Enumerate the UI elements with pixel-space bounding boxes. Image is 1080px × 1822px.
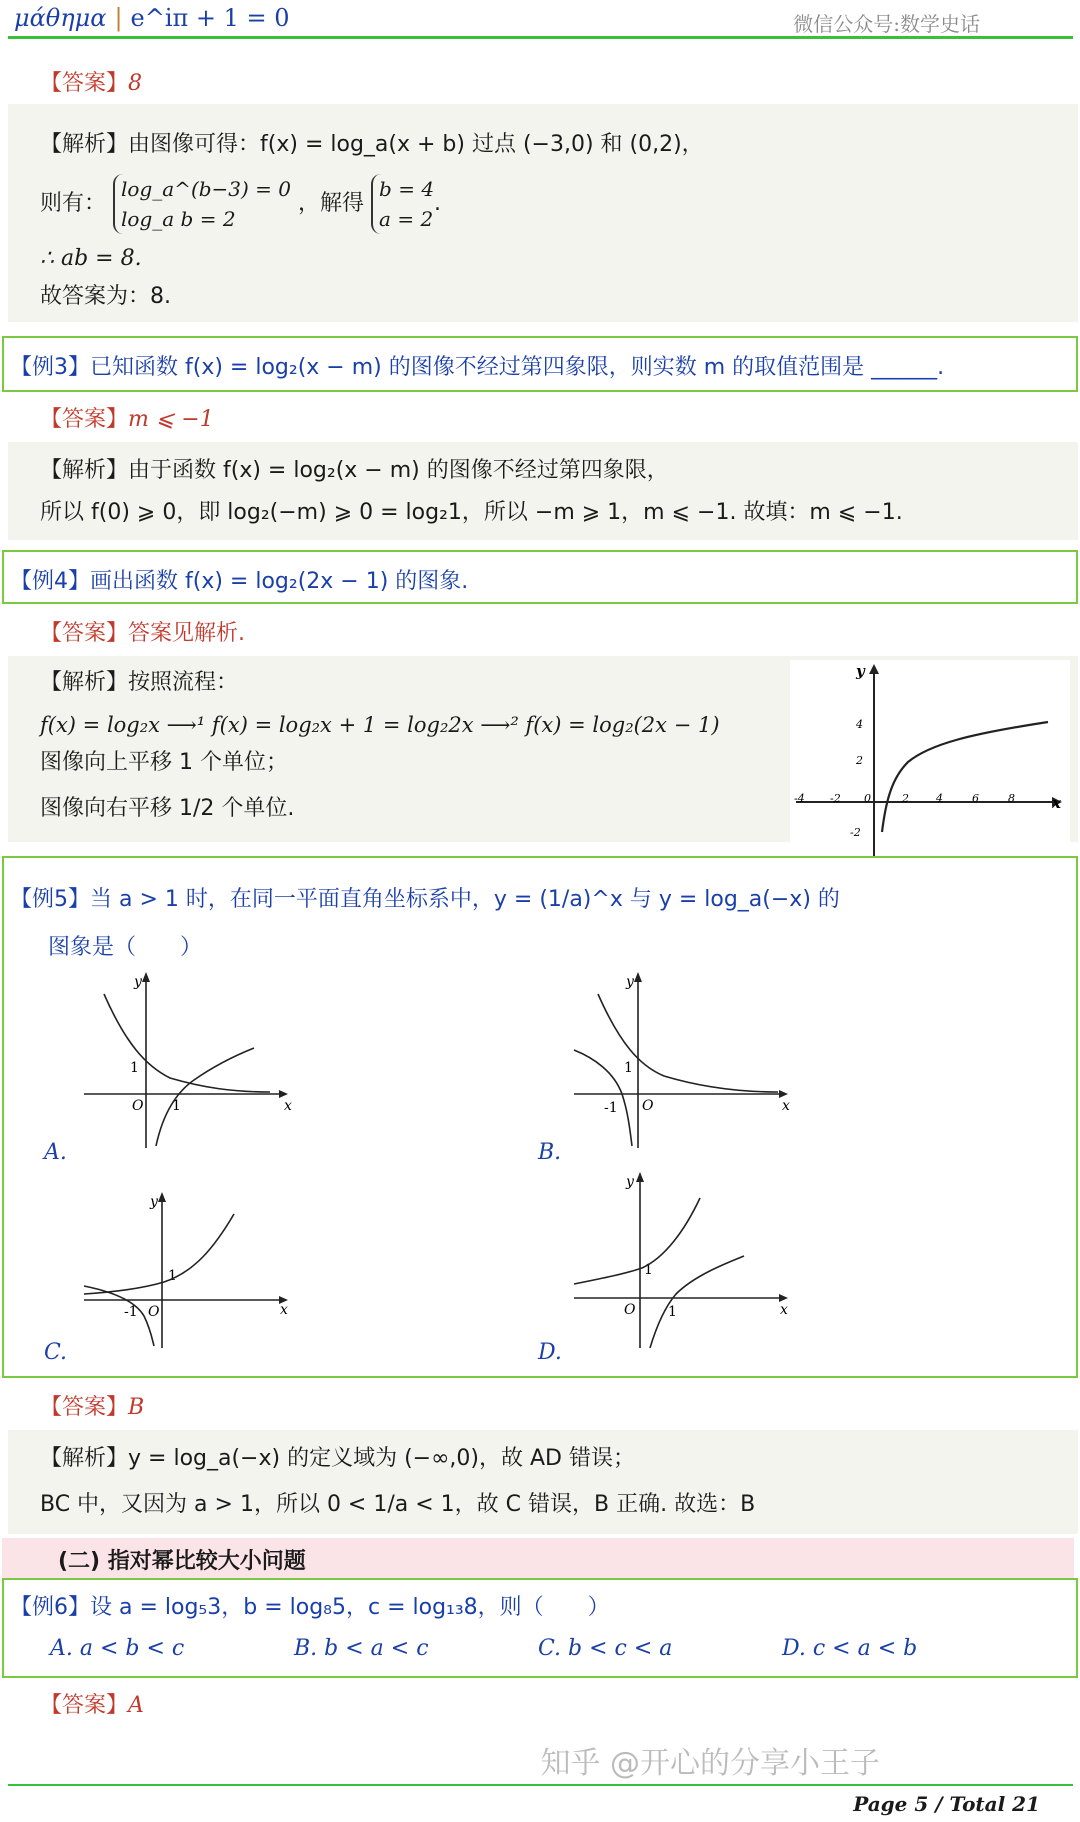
example-5-text: 当 a > 1 时，在同一平面直角坐标系中，y = (1/a)^x 与 y = log_a(−x) 的	[90, 887, 840, 912]
ex5-option-b[interactable]: B.	[538, 1140, 562, 1165]
label-neg-one: -1	[604, 1100, 618, 1116]
analysis-tag: 【解析】	[40, 132, 129, 157]
ex3-analysis1: 由于函数 f(x) = log₂(x − m) 的图像不经过第四象限，	[128, 458, 669, 483]
q2-line1-text: 由图像可得：f(x) = log_a(x + b) 过点 (−3,0) 和 (0,2)，	[128, 132, 704, 157]
ex5-analysis-block	[8, 1430, 1078, 1534]
ex4-x-tick-5: 4	[936, 792, 943, 805]
example-4-text: 画出函数 f(x) = log₂(2x − 1) 的图象.	[90, 569, 469, 594]
example-5-title	[10, 882, 840, 913]
label-one-x: 1	[668, 1304, 677, 1320]
ex4-x-label: x	[1052, 794, 1061, 812]
axis-x-arrow	[779, 1294, 788, 1302]
ex4-x-tick-2: -2	[830, 792, 841, 805]
q2-sys1-a: log_a^(b−3) = 0	[121, 177, 292, 201]
label-y: y	[626, 974, 634, 990]
axis-x-arrow	[279, 1090, 288, 1098]
example-5-title-2: 图象是（ ）	[48, 935, 203, 960]
ex5-option-c[interactable]: C.	[44, 1340, 68, 1365]
q2-system2	[371, 174, 434, 234]
header-separator: |	[114, 4, 123, 32]
answer-value: A	[128, 1693, 144, 1718]
example-5-tag: 【例5】	[10, 887, 90, 912]
ex4-y-tick-3: -2	[850, 826, 861, 839]
q2-sys2-a: b = 4	[379, 177, 435, 201]
label-origin: O	[642, 1098, 654, 1114]
label-x: x	[780, 1302, 788, 1318]
example-4-title	[10, 564, 468, 595]
section-header	[2, 1538, 1074, 1578]
q2-sys1-b: log_a b = 2	[121, 207, 236, 231]
page-indicator: Page 5 / Total 21	[853, 1792, 1040, 1816]
label-origin: O	[148, 1304, 160, 1320]
example-6-box	[2, 1578, 1078, 1678]
q2-system1	[113, 174, 291, 234]
ex6-option-b[interactable]: B. b < a < c	[294, 1636, 429, 1661]
ex4-analysis1: 按照流程：	[128, 670, 239, 695]
footer-divider	[8, 1784, 1073, 1786]
ex4-y-tick-2: 2	[856, 754, 863, 767]
example-6-title	[10, 1590, 610, 1621]
label-origin: O	[624, 1302, 636, 1318]
answer-tag: 【答案】	[40, 1395, 129, 1420]
ex3-analysis-line1	[40, 452, 669, 490]
label-x: x	[782, 1098, 790, 1114]
ex4-x-tick-4: 2	[902, 792, 909, 805]
answer-tag: 【答案】	[40, 621, 129, 646]
ex5-analysis-line2: BC 中，又因为 a > 1，所以 0 < 1/a < 1，故 C 错误，B 正确. 故选：B	[40, 1492, 756, 1517]
example-3-text: 已知函数 f(x) = log₂(x − m) 的图像不经过第四象限，则实数 m 的取值范围是 ______.	[90, 355, 945, 380]
label-x: x	[280, 1302, 288, 1318]
ex3-analysis-block	[8, 442, 1078, 540]
header-account: 微信公众号:数学史话	[793, 12, 980, 36]
ex4-y-label: y	[856, 662, 865, 680]
q2-analysis-block	[8, 104, 1078, 322]
answer-value: B	[128, 1395, 145, 1420]
header-greek: μάθημα	[14, 4, 107, 32]
header-formula: e^iπ + 1 = 0	[130, 4, 290, 32]
label-one-y: 1	[644, 1262, 653, 1278]
ex4-x-tick-7: 8	[1008, 792, 1015, 805]
ex4-analysis-line1	[40, 664, 238, 702]
example-4-box	[2, 550, 1078, 604]
q2-analysis-line4: 故答案为：8.	[40, 284, 171, 309]
example-6-tag: 【例6】	[10, 1595, 90, 1620]
analysis-tag: 【解析】	[40, 458, 129, 483]
ex6-option-d[interactable]: D. c < a < b	[782, 1636, 918, 1661]
axis-y-arrow	[636, 1172, 644, 1182]
label-y: y	[626, 1174, 634, 1190]
ex5-graph-a	[74, 968, 294, 1148]
axis-x-arrow	[779, 1090, 788, 1098]
analysis-tag: 【解析】	[40, 1446, 129, 1471]
answer-value: m ⩽ −1	[128, 407, 214, 432]
label-origin: O	[132, 1098, 144, 1114]
label-neg-one: -1	[124, 1304, 138, 1320]
ex4-graph	[790, 660, 1070, 878]
answer-value: 答案见解析.	[128, 621, 246, 646]
q2-line2-mid: ，解得	[298, 191, 365, 216]
exp-curve	[598, 994, 778, 1092]
log-curve	[84, 1286, 154, 1346]
ex4-analysis-line4: 图像向右平移 1/2 个单位.	[40, 796, 295, 821]
ex5-answer	[40, 1390, 144, 1421]
header-divider	[8, 36, 1073, 39]
axis-y-arrow	[158, 1192, 166, 1202]
ex5-graph-d	[564, 1168, 794, 1348]
example-5-box	[2, 856, 1078, 1378]
ex4-x-tick-6: 6	[972, 792, 979, 805]
ex3-answer	[40, 402, 214, 433]
ex6-option-a[interactable]: A. a < b < c	[50, 1636, 185, 1661]
ex4-y-tick-1: 4	[856, 718, 863, 731]
log-curve	[156, 1048, 254, 1146]
header-title	[14, 4, 290, 32]
answer-tag: 【答案】	[40, 71, 129, 96]
exp-curve	[574, 1198, 700, 1284]
ex5-graph-b	[564, 968, 794, 1148]
ex5-analysis1: y = log_a(−x) 的定义域为 (−∞,0)，故 AD 错误；	[128, 1446, 635, 1471]
answer-value: 8	[128, 71, 143, 96]
ex4-x-tick-1: -4	[794, 792, 805, 805]
exp-curve	[84, 1214, 234, 1294]
label-y: y	[134, 974, 142, 990]
example-3-tag: 【例3】	[10, 355, 90, 380]
q2-analysis-line2	[40, 174, 441, 234]
ex5-option-d[interactable]: D.	[538, 1340, 562, 1365]
ex4-x-tick-3: 0	[864, 792, 871, 805]
q2-analysis-line3: ∴ ab = 8.	[40, 246, 142, 271]
ex4-answer	[40, 616, 245, 647]
answer-tag: 【答案】	[40, 407, 129, 432]
q2-analysis-line1	[40, 126, 704, 164]
ex5-analysis-line1	[40, 1440, 635, 1478]
example-4-tag: 【例4】	[10, 569, 90, 594]
label-x: x	[284, 1098, 292, 1114]
section-title: (二) 指对幂比较大小问题	[58, 1549, 306, 1574]
ex5-graph-c	[74, 1188, 294, 1348]
label-one-y: 1	[624, 1060, 633, 1076]
example-3-box	[2, 336, 1078, 392]
ex4-graph-bg	[790, 660, 1070, 878]
q2-sys2-b: a = 2	[379, 207, 434, 231]
ex3-analysis-line2: 所以 f(0) ⩾ 0，即 log₂(−m) ⩾ 0 = log₂1，所以 −m ⩾ 1，m ⩽ −1. 故填：m ⩽ −1.	[40, 500, 903, 525]
q2-line2-prefix: 则有：	[40, 191, 107, 216]
label-y: y	[150, 1194, 158, 1210]
q2-answer	[40, 66, 142, 97]
answer-tag: 【答案】	[40, 1693, 129, 1718]
analysis-tag: 【解析】	[40, 670, 129, 695]
example-3-title	[10, 350, 944, 381]
exp-curve	[104, 994, 270, 1092]
ex4-analysis-line2: f(x) = log₂x ⟶¹ f(x) = log₂x + 1 = log₂2x ⟶² f(x) = log₂(2x − 1)	[40, 713, 720, 737]
axis-y-arrow	[142, 972, 150, 982]
label-one-y: 1	[168, 1268, 177, 1284]
axis-y-arrow	[634, 972, 642, 982]
q2-line2-end: .	[434, 191, 442, 216]
watermark: 知乎 @开心的分享小王子	[540, 1746, 880, 1781]
label-one-y: 1	[130, 1060, 139, 1076]
ex6-option-c[interactable]: C. b < c < a	[538, 1636, 673, 1661]
label-one-x: 1	[172, 1098, 181, 1114]
example-6-text: 设 a = log₅3，b = log₈5，c = log₁₃8，则（ ）	[90, 1595, 610, 1620]
ex6-answer	[40, 1688, 144, 1719]
log-curve	[650, 1256, 744, 1348]
ex4-analysis-line3: 图像向上平移 1 个单位；	[40, 750, 288, 775]
ex5-option-a[interactable]: A.	[44, 1140, 67, 1165]
